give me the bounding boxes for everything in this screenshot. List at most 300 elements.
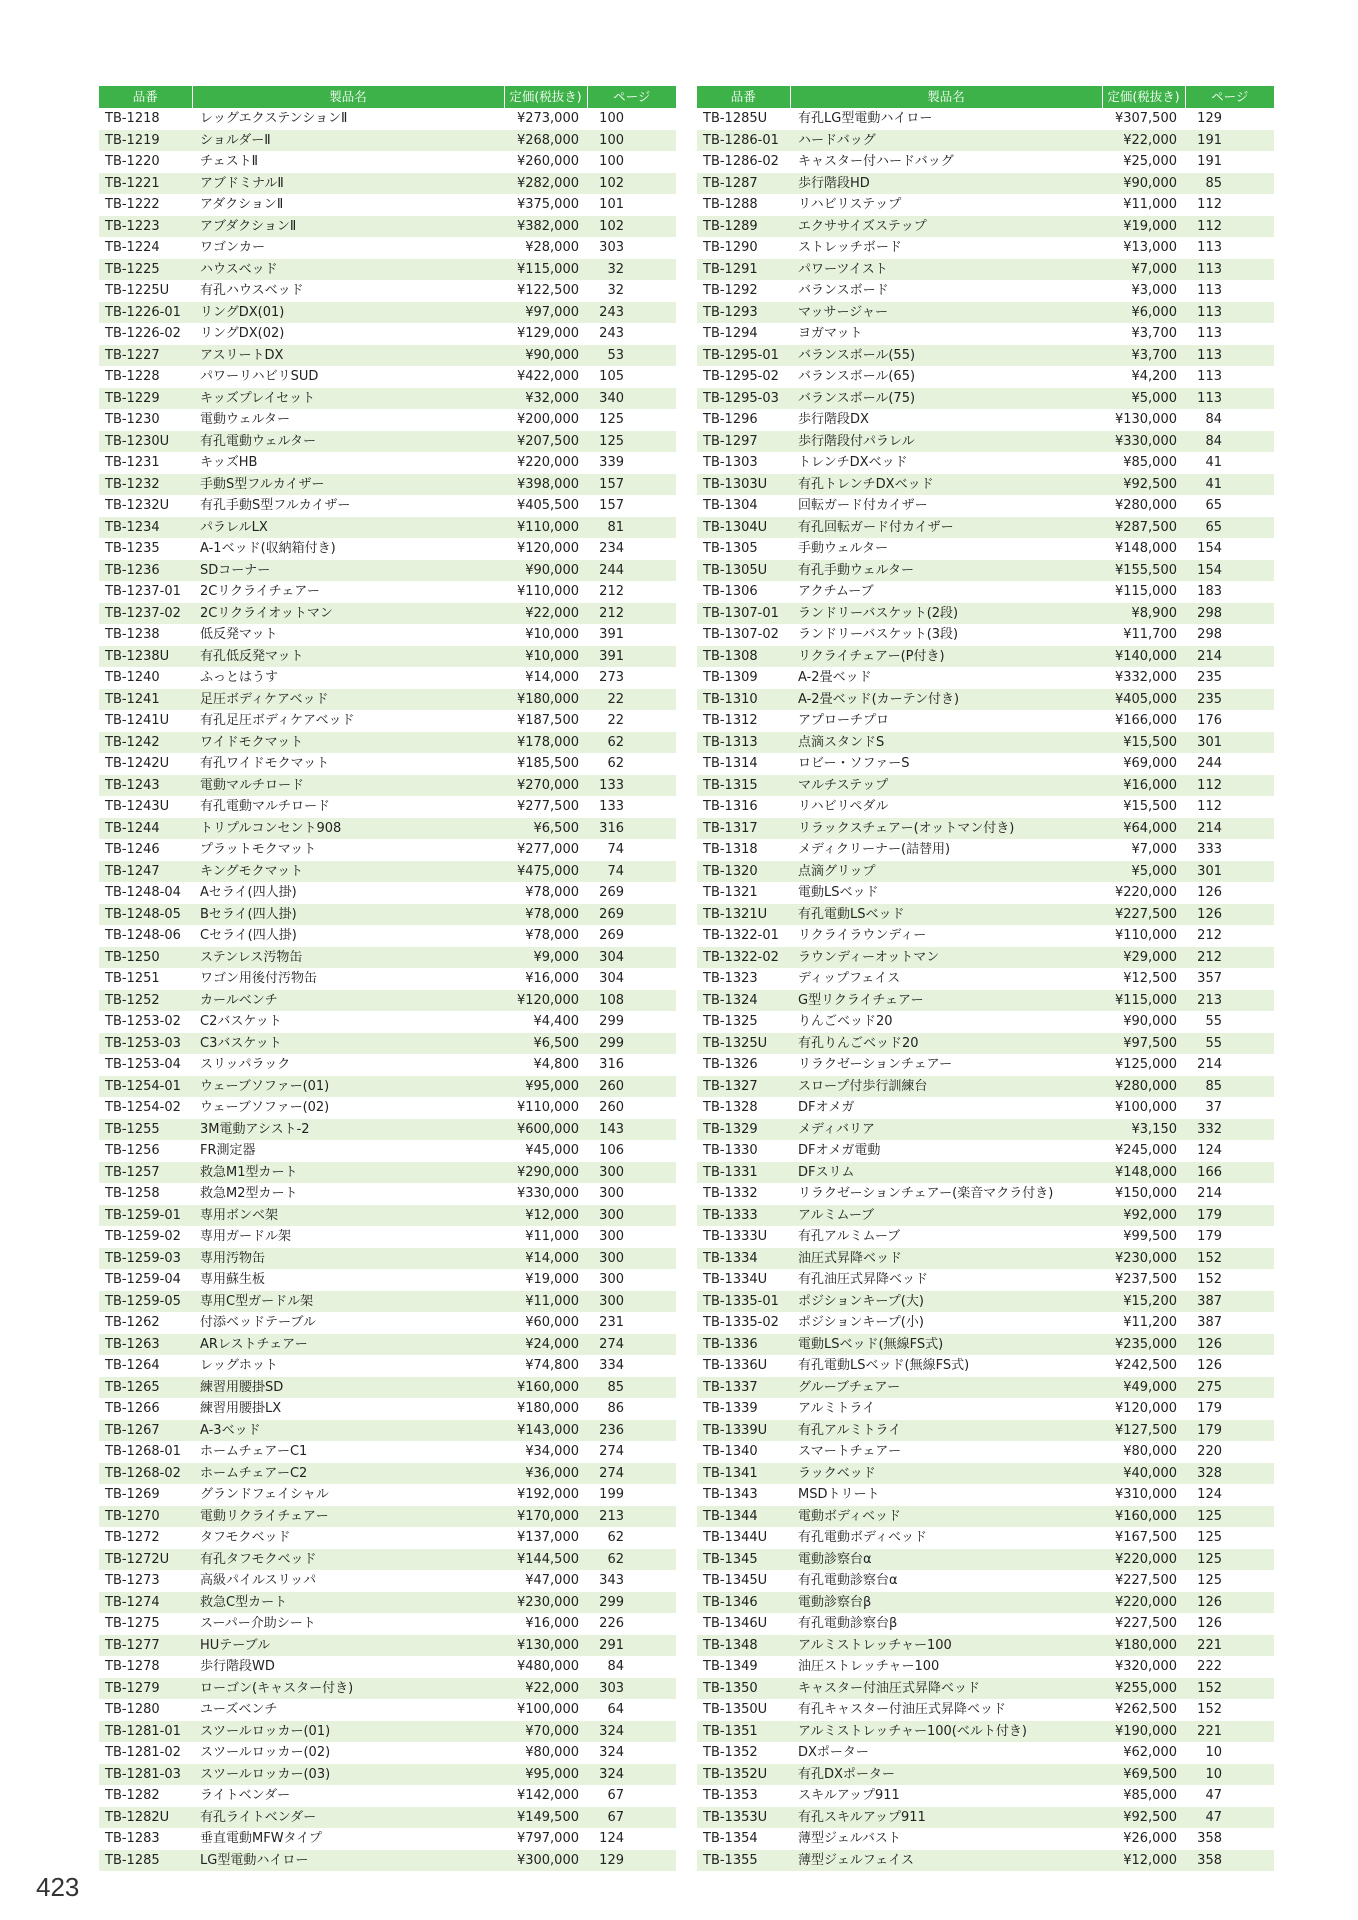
product-price: ¥49,000 <box>1102 1377 1185 1399</box>
product-name: マッサージャー <box>790 302 1102 324</box>
product-price: ¥16,000 <box>525 971 579 986</box>
product-name: ハウスベッド <box>192 259 504 281</box>
product-code: TB-1227 <box>99 345 192 367</box>
product-name: バランスボール(65) <box>798 369 916 384</box>
product-price: ¥148,000 <box>1114 541 1177 556</box>
table-row <box>697 1226 1274 1248</box>
catalog-page-value: 101 <box>599 197 624 212</box>
table-row <box>697 1441 1274 1463</box>
catalog-page-value: 299 <box>599 1594 624 1610</box>
table-row <box>697 710 1274 732</box>
product-price: ¥120,000 <box>504 990 587 1012</box>
table-row <box>697 1377 1274 1399</box>
product-price: ¥95,000 <box>504 1764 587 1786</box>
catalog-page-value: 100 <box>599 154 624 169</box>
catalog-page <box>587 796 676 818</box>
product-price: ¥148,000 <box>1102 1162 1185 1184</box>
product-price: ¥5,000 <box>1102 388 1185 410</box>
table-row <box>99 452 676 474</box>
catalog-page-value: 125 <box>1197 1573 1222 1588</box>
product-name: トリプルコンセント908 <box>192 818 504 840</box>
product-price: ¥6,000 <box>1102 302 1185 324</box>
product-name: ポジションキープ(小) <box>798 1315 924 1330</box>
product-price: ¥12,000 <box>504 1205 587 1227</box>
product-name: ポジションキープ(大) <box>790 1291 1102 1313</box>
catalog-page-value: 112 <box>1197 799 1222 814</box>
product-name: 電動リクライチェアー <box>192 1506 504 1528</box>
product-name: スツールロッカー(01) <box>192 1721 504 1743</box>
product-code: TB-1336 <box>697 1334 790 1356</box>
catalog-page-value: 55 <box>1205 1035 1222 1051</box>
product-price: ¥144,500 <box>504 1549 587 1571</box>
product-price: ¥5,000 <box>1102 861 1185 883</box>
product-price: ¥90,000 <box>1102 173 1185 195</box>
product-name: 有孔電動診察台α <box>798 1573 898 1588</box>
product-price: ¥475,000 <box>504 861 587 883</box>
table-row <box>697 1312 1274 1334</box>
catalog-page <box>587 882 676 904</box>
product-name: パワーリハビリSUD <box>200 369 319 384</box>
catalog-page-value: 74 <box>607 842 624 857</box>
table-row <box>99 1291 676 1313</box>
product-code: TB-1350U <box>703 1702 768 1717</box>
product-name: スーパー介助シート <box>200 1616 316 1631</box>
product-price: ¥69,500 <box>1102 1764 1185 1786</box>
product-name: HUテーブル <box>192 1635 504 1657</box>
product-price: ¥85,000 <box>1123 455 1177 470</box>
product-price: ¥166,000 <box>1114 713 1177 728</box>
catalog-page-value: 358 <box>1197 1831 1222 1846</box>
catalog-page-value: 47 <box>1205 1788 1222 1803</box>
catalog-page-value: 274 <box>599 1336 624 1352</box>
product-code: TB-1336U <box>703 1358 768 1373</box>
product-price: ¥22,000 <box>504 603 587 625</box>
product-code: TB-1344U <box>703 1530 768 1545</box>
table-row <box>99 474 676 496</box>
product-name: 有孔電動ボディベッド <box>798 1530 927 1545</box>
catalog-page <box>587 1570 676 1592</box>
header-name: 製品名 <box>790 86 1102 108</box>
table-row <box>697 1699 1274 1721</box>
catalog-page <box>1185 861 1274 883</box>
catalog-page <box>1185 1441 1274 1463</box>
catalog-page-value: 129 <box>1197 111 1222 126</box>
product-price: ¥7,000 <box>1131 842 1177 857</box>
catalog-page-value: 212 <box>1197 928 1222 943</box>
product-code: TB-1334U <box>703 1272 768 1287</box>
product-price: ¥190,000 <box>1102 1721 1185 1743</box>
product-price: ¥92,000 <box>1102 1205 1185 1227</box>
product-name: 2Cリクライオットマン <box>192 603 504 625</box>
table-row <box>697 1764 1274 1786</box>
table-row <box>99 1592 676 1614</box>
table-row <box>697 1807 1274 1829</box>
catalog-page-value: 41 <box>1205 476 1222 492</box>
catalog-page-value: 62 <box>607 734 624 750</box>
catalog-page <box>1185 388 1274 410</box>
product-name: SDコーナー <box>192 560 504 582</box>
catalog-page <box>587 1011 676 1033</box>
product-price: ¥64,000 <box>1102 818 1185 840</box>
product-price: ¥155,500 <box>1102 560 1185 582</box>
table-row <box>99 1570 676 1592</box>
product-code: TB-1254-01 <box>99 1076 192 1098</box>
product-code: TB-1293 <box>697 302 790 324</box>
catalog-page-value: 324 <box>599 1723 624 1739</box>
product-name: G型リクライチェアー <box>790 990 1102 1012</box>
product-code: TB-1235 <box>105 541 160 556</box>
catalog-page <box>587 1699 676 1721</box>
product-price: ¥180,000 <box>1102 1635 1185 1657</box>
product-code: TB-1287 <box>697 173 790 195</box>
table-row <box>99 710 676 732</box>
product-price: ¥235,000 <box>1102 1334 1185 1356</box>
product-name: ワゴンカー <box>200 240 266 255</box>
table-row <box>697 603 1274 625</box>
catalog-page <box>587 1033 676 1055</box>
catalog-page <box>587 861 676 883</box>
catalog-page <box>587 646 676 668</box>
catalog-page-value: 298 <box>1197 605 1222 621</box>
product-price: ¥12,000 <box>1102 1850 1185 1872</box>
table-row <box>99 323 676 345</box>
product-name: アブドミナルⅡ <box>192 173 504 195</box>
catalog-page <box>1185 130 1274 152</box>
catalog-page-value: 226 <box>599 1616 624 1631</box>
product-code: TB-1316 <box>703 799 758 814</box>
product-name: A-1ベッド(収納箱付き) <box>200 541 336 556</box>
product-name: DFオメガ電動 <box>798 1143 881 1158</box>
catalog-page <box>587 431 676 453</box>
product-name: 有孔アルミトライ <box>790 1420 1102 1442</box>
catalog-page-value: 113 <box>1197 283 1222 298</box>
table-row <box>99 1334 676 1356</box>
product-name: メディバリア <box>790 1119 1102 1141</box>
catalog-page <box>587 1226 676 1248</box>
product-name: 専用ガードル架 <box>200 1229 292 1244</box>
product-price: ¥180,000 <box>504 689 587 711</box>
table-row <box>99 1828 676 1850</box>
catalog-page <box>1185 839 1274 861</box>
product-code: TB-1322-02 <box>697 947 790 969</box>
table-row <box>99 925 676 947</box>
catalog-page-value: 324 <box>599 1745 624 1760</box>
table-row <box>99 1398 676 1420</box>
header-page: ページ <box>1185 86 1274 108</box>
product-price: ¥70,000 <box>504 1721 587 1743</box>
product-price: ¥245,000 <box>1114 1143 1177 1158</box>
catalog-page <box>1185 1205 1274 1227</box>
product-name: 2Cリクライチェアー <box>200 584 320 599</box>
product-code: TB-1304 <box>703 498 758 513</box>
product-name: スツールロッカー(02) <box>200 1745 331 1760</box>
catalog-page <box>587 1420 676 1442</box>
catalog-page-value: 300 <box>599 1272 624 1287</box>
catalog-page-value: 303 <box>599 1680 624 1696</box>
product-code: TB-1264 <box>105 1358 160 1373</box>
product-price: ¥160,000 <box>1102 1506 1185 1528</box>
table-row <box>697 474 1274 496</box>
product-name: 電動LSベッド(無線FS式) <box>790 1334 1102 1356</box>
product-price: ¥95,000 <box>504 1076 587 1098</box>
product-code: TB-1337 <box>697 1377 790 1399</box>
catalog-page <box>1185 517 1274 539</box>
product-name: リラックスチェアー(オットマン付き) <box>790 818 1102 840</box>
product-code: TB-1295-02 <box>703 369 779 384</box>
product-code: TB-1263 <box>99 1334 192 1356</box>
catalog-page <box>1185 431 1274 453</box>
table-row <box>697 904 1274 926</box>
product-price: ¥10,000 <box>525 627 579 642</box>
table-row <box>697 495 1274 517</box>
product-price: ¥47,000 <box>525 1573 579 1588</box>
catalog-page <box>587 323 676 345</box>
product-price: ¥230,000 <box>504 1592 587 1614</box>
catalog-page-value: 113 <box>1197 261 1222 277</box>
catalog-page-value: 179 <box>1197 1229 1222 1244</box>
product-code: TB-1223 <box>99 216 192 238</box>
product-name: バランスボール(75) <box>790 388 1102 410</box>
product-name: リラクゼーションチェアー(楽音マクラ付き) <box>798 1186 1054 1201</box>
product-code: TB-1355 <box>697 1850 790 1872</box>
table-row <box>99 1742 676 1764</box>
product-code: TB-1333U <box>703 1229 768 1244</box>
table-row <box>697 861 1274 883</box>
product-name: DFスリム <box>790 1162 1102 1184</box>
catalog-page <box>1185 753 1274 775</box>
product-price: ¥122,500 <box>516 283 579 298</box>
catalog-page-value: 62 <box>607 756 624 771</box>
catalog-page-value: 176 <box>1197 713 1222 728</box>
product-price: ¥40,000 <box>1102 1463 1185 1485</box>
catalog-page <box>587 839 676 861</box>
product-name: 有孔手動S型フルカイザー <box>200 498 351 513</box>
product-name: アスリートDX <box>192 345 504 367</box>
catalog-page <box>1185 1721 1274 1743</box>
table-row <box>697 1828 1274 1850</box>
product-name: リラクゼーションチェアー <box>798 1057 953 1072</box>
table-row <box>99 1140 676 1162</box>
catalog-page <box>587 1656 676 1678</box>
catalog-page-value: 84 <box>1205 433 1222 449</box>
catalog-page <box>587 452 676 474</box>
table-row <box>697 775 1274 797</box>
table-row <box>99 108 676 130</box>
product-name: 歩行階段WD <box>200 1659 275 1674</box>
product-code: TB-1253-03 <box>99 1033 192 1055</box>
table-row <box>99 581 676 603</box>
catalog-page-value: 260 <box>599 1100 624 1115</box>
product-price: ¥19,000 <box>1102 216 1185 238</box>
product-price: ¥110,000 <box>1114 928 1177 943</box>
product-code: TB-1275 <box>105 1616 160 1631</box>
product-price: ¥69,000 <box>1123 756 1177 771</box>
catalog-page <box>587 818 676 840</box>
product-name: アルミストレッチャー100(ベルト付き) <box>790 1721 1102 1743</box>
catalog-page <box>587 538 676 560</box>
table-row <box>99 667 676 689</box>
catalog-page-value: 124 <box>599 1831 624 1846</box>
catalog-page <box>1185 1269 1274 1291</box>
product-code: TB-1268-02 <box>99 1463 192 1485</box>
product-name: アルミストレッチャー100 <box>790 1635 1102 1657</box>
product-price: ¥80,000 <box>1123 1444 1177 1459</box>
product-name: 油圧ストレッチャー100 <box>798 1659 940 1674</box>
catalog-page-value: 113 <box>1197 240 1222 255</box>
product-name: C2バスケット <box>200 1014 282 1029</box>
product-code: TB-1286-01 <box>697 130 790 152</box>
catalog-page-value: 340 <box>599 390 624 406</box>
catalog-page <box>1185 775 1274 797</box>
product-code: TB-1351 <box>697 1721 790 1743</box>
catalog-page <box>587 1291 676 1313</box>
table-row <box>99 1269 676 1291</box>
table-row <box>697 1527 1274 1549</box>
catalog-page-value: 86 <box>607 1401 624 1416</box>
table-row <box>99 1484 676 1506</box>
product-name: 電動診察台β <box>790 1592 1102 1614</box>
product-name: 歩行階段HD <box>790 173 1102 195</box>
product-price: ¥85,000 <box>1123 1788 1177 1803</box>
catalog-page-value: 220 <box>1197 1444 1222 1459</box>
catalog-page <box>1185 925 1274 947</box>
catalog-page <box>587 732 676 754</box>
catalog-page <box>1185 538 1274 560</box>
catalog-page <box>1185 990 1274 1012</box>
table-row <box>99 1162 676 1184</box>
product-code: TB-1354 <box>703 1831 758 1846</box>
table-row <box>99 560 676 582</box>
product-name: ホームチェアーC2 <box>192 1463 504 1485</box>
catalog-page <box>1185 1248 1274 1270</box>
product-code: TB-1321U <box>697 904 790 926</box>
product-price: ¥110,000 <box>504 517 587 539</box>
product-name: C3バスケット <box>192 1033 504 1055</box>
product-name: FR測定器 <box>200 1143 256 1158</box>
product-name: キングモクマット <box>192 861 504 883</box>
table-row <box>697 667 1274 689</box>
catalog-page <box>1185 366 1274 388</box>
catalog-page-value: 166 <box>1197 1164 1222 1180</box>
catalog-page-value: 214 <box>1197 1057 1222 1072</box>
catalog-page <box>587 1162 676 1184</box>
table-row <box>697 130 1274 152</box>
product-name: バランスボール(55) <box>790 345 1102 367</box>
product-code: TB-1247 <box>99 861 192 883</box>
product-name: DXポーター <box>798 1745 869 1760</box>
product-price: ¥8,900 <box>1102 603 1185 625</box>
product-name: パワーツイスト <box>790 259 1102 281</box>
product-name: アルミムーブ <box>790 1205 1102 1227</box>
table-row <box>697 1721 1274 1743</box>
catalog-page <box>1185 796 1274 818</box>
catalog-page-value: 275 <box>1197 1379 1222 1395</box>
catalog-page-value: 316 <box>599 820 624 836</box>
product-code: TB-1259-05 <box>99 1291 192 1313</box>
product-name: 専用C型ガードル架 <box>192 1291 504 1313</box>
product-price: ¥4,800 <box>533 1057 579 1072</box>
catalog-page-value: 106 <box>599 1143 624 1158</box>
table-row <box>697 839 1274 861</box>
product-name: 有孔電動マルチロード <box>200 799 331 814</box>
product-code: TB-1307-02 <box>703 627 779 642</box>
product-price: ¥14,000 <box>525 670 579 685</box>
catalog-page-value: 303 <box>599 240 624 255</box>
product-price: ¥242,500 <box>1114 1358 1177 1373</box>
catalog-page-value: 129 <box>599 1852 624 1868</box>
table-row <box>697 1398 1274 1420</box>
product-code: TB-1326 <box>703 1057 758 1072</box>
product-code: TB-1255 <box>99 1119 192 1141</box>
catalog-page <box>1185 1785 1274 1807</box>
catalog-page <box>587 1635 676 1657</box>
product-name: ステンレス汚物缶 <box>192 947 504 969</box>
product-price: ¥74,800 <box>525 1358 579 1373</box>
product-code: TB-1345 <box>697 1549 790 1571</box>
product-name: 薄型ジェルフェイス <box>790 1850 1102 1872</box>
catalog-page-value: 212 <box>1197 949 1222 965</box>
product-price: ¥3,150 <box>1102 1119 1185 1141</box>
catalog-page <box>1185 1807 1274 1829</box>
product-price: ¥167,500 <box>1114 1530 1177 1545</box>
table-row <box>697 1656 1274 1678</box>
table-row <box>697 796 1274 818</box>
catalog-page-value: 81 <box>607 519 624 535</box>
product-code: TB-1315 <box>697 775 790 797</box>
table-row <box>697 302 1274 324</box>
product-code: TB-1238U <box>99 646 192 668</box>
catalog-page-value: 183 <box>1197 584 1222 599</box>
catalog-page-value: 300 <box>599 1164 624 1180</box>
product-code: TB-1272 <box>105 1530 160 1545</box>
product-name: ふっとはうす <box>200 670 279 685</box>
catalog-page <box>1185 1226 1274 1248</box>
product-name: 薄型ジェルバスト <box>798 1831 901 1846</box>
table-row <box>99 796 676 818</box>
table-row <box>99 1076 676 1098</box>
product-code: TB-1277 <box>99 1635 192 1657</box>
table-row <box>697 409 1274 431</box>
table-row <box>697 1484 1274 1506</box>
product-name: スキルアップ911 <box>798 1788 900 1803</box>
product-code: TB-1246 <box>105 842 160 857</box>
table-row <box>99 947 676 969</box>
product-name: キッズHB <box>200 455 258 470</box>
catalog-page-value: 234 <box>599 541 624 556</box>
product-name: 救急M2型カート <box>200 1186 298 1201</box>
catalog-page-value: 300 <box>599 1186 624 1201</box>
product-code: TB-1257 <box>99 1162 192 1184</box>
product-code: TB-1323 <box>703 971 758 986</box>
catalog-page <box>1185 646 1274 668</box>
product-code: TB-1259-04 <box>105 1272 181 1287</box>
catalog-page <box>587 130 676 152</box>
product-code: TB-1241U <box>105 713 170 728</box>
product-code: TB-1346U <box>703 1616 768 1631</box>
catalog-page-value: 236 <box>599 1422 624 1438</box>
product-code: TB-1254-02 <box>105 1100 181 1115</box>
product-name: 有孔トレンチDXベッド <box>790 474 1102 496</box>
product-name: ウェーブソファー(01) <box>192 1076 504 1098</box>
product-price: ¥307,500 <box>1114 111 1177 126</box>
catalog-page-value: 47 <box>1205 1809 1222 1825</box>
catalog-page <box>587 1506 676 1528</box>
catalog-page <box>587 1828 676 1850</box>
product-price: ¥405,000 <box>1102 689 1185 711</box>
catalog-page-value: 324 <box>599 1766 624 1782</box>
product-price: ¥12,500 <box>1123 971 1177 986</box>
catalog-page-value: 298 <box>1197 627 1222 642</box>
